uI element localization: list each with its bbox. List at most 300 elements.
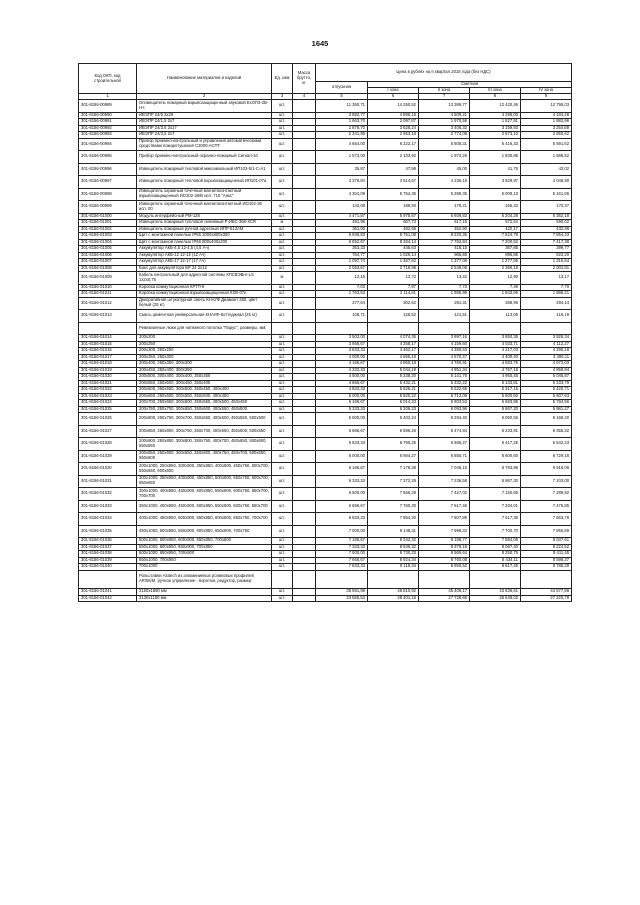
row-zone-2-price: 13,42 [419, 272, 470, 285]
row-name: 550х1000, 600х950, 650х900, 700х850 [137, 544, 272, 551]
row-zone-3-price: 5 317,15 [470, 387, 521, 394]
row-zone-2-price: 4 951,34 [419, 367, 470, 374]
row-release-price: 4 304,09 [316, 188, 368, 201]
row-zone-3-price: 26 648,02 [470, 595, 521, 602]
row-zone-4-price: 5 607,63 [521, 393, 572, 400]
row-mass [293, 272, 316, 285]
row-zone-2-price: 6 474,84 [419, 425, 470, 438]
row-release-price [316, 322, 368, 335]
row-zone-2-price: 617,15 [419, 220, 470, 227]
row-release-price: 4 666,67 [316, 380, 368, 387]
row-zone-2-price: 5 903,53 [419, 400, 470, 407]
row-release-price: 6 500,00 [316, 488, 368, 501]
row-mass [293, 100, 316, 113]
row-unit: шт. [272, 500, 293, 513]
table-row [79, 525, 572, 538]
row-zone-4-price: 8 037,61 [521, 538, 572, 545]
row-name: 200х500, 300х400, 300х400, 350х350 [137, 374, 272, 381]
row-zone-1-price: 7 178,28 [368, 463, 419, 476]
row-zone-4-price: 4 048,90 [521, 176, 572, 189]
row-zone-4-price: 5 981,47 [521, 406, 572, 413]
row-zone-4-price: 1 882,96 [521, 119, 572, 126]
row-zone-2-price: 4 570,47 [419, 354, 470, 361]
row-zone-2-price: 7 617,46 [419, 500, 470, 513]
row-zone-4-price: 8 411,45 [521, 551, 572, 558]
row-release-price: 6 333,33 [316, 475, 368, 488]
row-zone-4-price: 44 577,88 [521, 589, 572, 596]
row-zone-2-price: 2 549,06 [419, 265, 470, 272]
row-code: 301-8156-01016 [79, 348, 137, 355]
row-mass [293, 310, 316, 323]
row-release-price: 3 833,33 [316, 348, 368, 355]
row-name: Извещатель пожарный тепловой взрывозащищенный ИП101-07а [137, 176, 272, 189]
row-name: 200х600, 250х550, 300х500, 350х450, 400х400 [137, 387, 272, 394]
row-code: 301-8156-01006 [79, 252, 137, 259]
row-zone-4-price: 399,77 [521, 246, 572, 253]
row-release-price: 23 565,54 [316, 595, 368, 602]
row-code: 301-8156-00990 [79, 112, 137, 119]
row-unit: шт. [272, 310, 293, 323]
row-zone-3-price: 3 929,97 [470, 176, 521, 189]
row-zone-2-price: 8 569,64 [419, 551, 470, 558]
row-release-price: 5 833,33 [316, 438, 368, 451]
row-zone-3-price: 6 783,96 [470, 463, 521, 476]
row-release-price: 12,15 [316, 272, 368, 285]
row-unit: шт. [272, 488, 293, 501]
row-unit [272, 322, 293, 335]
table-row [79, 595, 572, 602]
row-zone-4-price: 5 591,62 [521, 138, 572, 151]
row-unit: шт. [272, 151, 293, 164]
row-name: 700х1000 [137, 564, 272, 571]
row-zone-3-price: 8 617,45 [470, 564, 521, 571]
header-name: Наименование материалов и изделий [137, 64, 272, 94]
row-zone-4-price: 4 112,27 [521, 341, 572, 348]
row-zone-1-price: 13,72 [368, 272, 419, 285]
row-zone-4-price: 7 417,38 [521, 239, 572, 246]
row-zone-2-price [419, 322, 470, 335]
page-number: 1645 [311, 39, 329, 48]
row-zone-2-price: 7 807,89 [419, 513, 470, 526]
row-name: Оповещатель пожарный взрывозащищенный звуковой ExOП3-2В-Н-t [137, 100, 272, 113]
table-row [79, 413, 572, 426]
row-unit: шт. [272, 348, 293, 355]
row-zone-4-price: 7 663,76 [521, 513, 572, 526]
row-zone-3-price: 4 296,00 [470, 112, 521, 119]
column-index: 4 [293, 94, 316, 100]
row-code: 301-8156-01034 [79, 513, 137, 526]
row-zone-3-price: 1 843,65 [470, 291, 521, 298]
row-name: Извещатель пожарный тепловой максимальный ИП103-5/1-С-А1 [137, 163, 272, 176]
row-unit: м [272, 272, 293, 285]
row-mass [293, 513, 316, 526]
row-release-price: 2 053,67 [316, 265, 368, 272]
row-zone-1-price: 4 074,35 [368, 335, 419, 342]
row-code: 301-8156-00991 [79, 119, 137, 126]
row-zone-1-price: 47,98 [368, 163, 419, 176]
row-zone-1-price: 2 103,92 [368, 151, 419, 164]
row-zone-4-price [521, 322, 572, 335]
row-name: Ревизионные люки для натяжного потолка "Парус", размеры, мм: [137, 322, 272, 335]
row-zone-4-price: 8 224,52 [521, 544, 572, 551]
row-zone-3-price: 3 159,93 [470, 125, 521, 132]
row-unit: шт. [272, 112, 293, 119]
row-zone-3-price: 1 277,55 [470, 259, 521, 266]
row-zone-2-price: 4 380,63 [419, 348, 470, 355]
header-code: Код ОКП, код строительной [79, 64, 137, 94]
row-zone-1-price: 5 626,21 [368, 387, 419, 394]
table-row [79, 322, 572, 335]
row-zone-1-price: 7 954,30 [368, 513, 419, 526]
row-unit: шт. [272, 354, 293, 361]
row-zone-4-price: 5 233,79 [521, 380, 572, 387]
row-mass [293, 525, 316, 538]
row-zone-2-price: 7,73 [419, 284, 470, 291]
row-zone-4-price: 7 850,69 [521, 525, 572, 538]
row-unit: шт. [272, 367, 293, 374]
row-zone-4-price: 3 926,34 [521, 335, 572, 342]
row-zone-3-price: 43 636,61 [470, 589, 521, 596]
row-release-price: 5 166,67 [316, 400, 368, 407]
row-code: 301-8156-01024 [79, 400, 137, 407]
row-name: 400х1000, 450х950, 500х900, 550х850, 600х800, 650х750, 700х700 [137, 513, 272, 526]
row-zone-4-price: 13,17 [521, 272, 572, 285]
row-zone-1-price: 7 760,30 [368, 500, 419, 513]
row-unit: шт. [272, 450, 293, 463]
row-zone-3-price: 387,85 [470, 246, 521, 253]
row-release-price: 5 000,00 [316, 393, 368, 400]
table-row [79, 201, 572, 214]
row-zone-1-price: 6 790,25 [368, 438, 419, 451]
row-unit: шт. [272, 551, 293, 558]
table-row [79, 163, 572, 176]
row-mass [293, 201, 316, 214]
row-zone-3-price: 7 200,52 [470, 239, 521, 246]
row-zone-1-price [368, 570, 419, 589]
table-row [79, 513, 572, 526]
row-release-price: 4 000,00 [316, 354, 368, 361]
row-zone-3-price: 3 850,35 [470, 335, 521, 342]
row-mass [293, 413, 316, 426]
row-unit: шт. [272, 138, 293, 151]
row-zone-2-price: 5 141,78 [419, 374, 470, 381]
row-unit: шт. [272, 335, 293, 342]
row-mass [293, 570, 316, 589]
row-code: 301-8156-01003 [79, 233, 137, 240]
row-code: 301-8156-01021 [79, 380, 137, 387]
row-release-price: 7 833,33 [316, 564, 368, 571]
row-code: 301-8156-00996 [79, 163, 137, 176]
row-zone-2-price: 4 236,15 [419, 176, 470, 189]
row-zone-2-price: 8 188,77 [419, 538, 470, 545]
row-zone-4-price: 2 650,62 [521, 132, 572, 139]
row-zone-1-price: 2 953,18 [368, 132, 419, 139]
row-zone-4-price: 4 184,48 [521, 112, 572, 119]
row-zone-3-price: 5 133,81 [470, 380, 521, 387]
row-code: 301-8156-00997 [79, 176, 137, 189]
row-zone-3-price: 8 067,40 [470, 544, 521, 551]
header-zone-1: I зона [368, 88, 419, 94]
row-unit [272, 570, 293, 589]
row-zone-1-price: 8 536,32 [368, 544, 419, 551]
row-zone-1-price: 445,63 [368, 246, 419, 253]
row-zone-2-price: 7 046,15 [419, 463, 470, 476]
row-zone-1-price: 1 467,62 [368, 259, 419, 266]
row-zone-3-price: 12,90 [470, 272, 521, 285]
row-code: 301-8156-01023 [79, 393, 137, 400]
row-code: 301-8156-01015 [79, 341, 137, 348]
row-code: 301-8156-01022 [79, 387, 137, 394]
row-release-price: 7,03 [316, 284, 368, 291]
row-zone-2-price: 1 970,58 [419, 119, 470, 126]
row-zone-1-price: 3 628,24 [368, 125, 419, 132]
row-zone-4-price: 2 002,81 [521, 265, 572, 272]
header-unit: Ед. изм [272, 64, 293, 94]
row-zone-1-price: 8 148,31 [368, 525, 419, 538]
row-zone-4-price: 7 103,00 [521, 475, 572, 488]
row-zone-2-price [419, 570, 470, 589]
row-zone-4-price: 6 916,08 [521, 463, 572, 476]
header-release-price: отпускная [316, 82, 368, 94]
row-unit: шт. [272, 265, 293, 272]
row-mass [293, 322, 316, 335]
row-release-price: 361,00 [316, 226, 368, 233]
row-mass [293, 188, 316, 201]
row-name: 200х800, 250х750, 300х700, 350х650, 400х600, 450х550, 500х500 [137, 413, 272, 426]
row-code: 301-8156-01042 [79, 595, 137, 602]
price-table [78, 63, 572, 602]
row-zone-3-price: 5 867,20 [470, 406, 521, 413]
row-name: Декоративная штукатурная смесь КНАУФ Диамант 260, цвет белый (25 кг) [137, 297, 272, 310]
row-name: 350х1000, 400х950, 450х900, 500х850, 550х800, 600х750, 650х700 [137, 500, 272, 513]
table-row [79, 500, 572, 513]
row-unit: шт. [272, 226, 293, 233]
row-zone-2-price: 3 997,16 [419, 335, 470, 342]
row-unit: шт. [272, 406, 293, 413]
row-name: 200х300, 250х250 [137, 348, 272, 355]
table-body [79, 100, 572, 602]
row-release-price: 3 666,67 [316, 341, 368, 348]
row-zone-1-price: 1 029,14 [368, 252, 419, 259]
column-index: 3 [272, 94, 293, 100]
row-code: 301-8156-01000 [79, 213, 137, 220]
row-mass [293, 475, 316, 488]
row-zone-4-price: 4 299,18 [521, 348, 572, 355]
row-zone-1-price: 5 044,19 [368, 367, 419, 374]
row-unit: шт. [272, 475, 293, 488]
row-zone-4-price: 5 362,18 [521, 213, 572, 220]
row-zone-2-price: 1 377,08 [419, 259, 470, 266]
row-name: 200х750, 250х700, 300х650, 350х600, 400х550, 450х500 [137, 406, 272, 413]
row-zone-2-price: 4 159,60 [419, 341, 470, 348]
row-mass [293, 425, 316, 438]
row-name: Извещатель охранный точечный магнитоконтактный ИО102-36 исп. 00 [137, 201, 272, 214]
row-code: 301-8156-01028 [79, 438, 137, 451]
row-unit: шт. [272, 564, 293, 571]
row-name: Аккумулятор АКБ-4,5 12-4,5 (4,5 Ач) [137, 246, 272, 253]
row-zone-1-price: 7 566,29 [368, 488, 419, 501]
row-zone-1-price: 7,87 [368, 284, 419, 291]
row-name: 350х1000, 400х950, 450х900, 500х850, 550х800, 600х750, 650х700, 700х700 [137, 488, 272, 501]
row-zone-4-price: 432,99 [521, 226, 572, 233]
row-zone-2-price: 6 855,71 [419, 450, 470, 463]
header-zone-2: II зона [419, 88, 470, 94]
row-zone-3-price: 6 417,25 [470, 438, 521, 451]
row-unit: шт. [272, 438, 293, 451]
row-zone-1-price: 8 264,14 [368, 239, 419, 246]
row-unit: шт. [272, 252, 293, 259]
row-zone-2-price: 6 665,27 [419, 438, 470, 451]
row-release-price: 1 663,70 [316, 119, 368, 126]
row-unit: шт. [272, 291, 293, 298]
row-zone-4-price: 8 785,29 [521, 564, 572, 571]
row-code: 301-8156-01007 [79, 259, 137, 266]
row-zone-4-price [521, 570, 572, 589]
row-zone-1-price: 6 402,24 [368, 413, 419, 426]
row-zone-2-price: 1 986,99 [419, 291, 470, 298]
row-zone-1-price: 5 432,21 [368, 380, 419, 387]
row-release-price: 6 939,83 [316, 233, 368, 240]
row-zone-1-price: 5 978,67 [368, 213, 419, 220]
row-zone-2-price: 7 236,58 [419, 475, 470, 488]
row-zone-1-price: 8 751,08 [368, 233, 419, 240]
row-unit: шт. [272, 544, 293, 551]
row-zone-1-price: 46 510,92 [368, 589, 419, 596]
row-code: 301-8156-01011 [79, 291, 137, 298]
row-zone-2-price: 5 332,22 [419, 380, 470, 387]
row-code: 301-8156-00993 [79, 132, 137, 139]
row-zone-2-price: 7 762,94 [419, 239, 470, 246]
row-release-price: 1 097,74 [316, 259, 368, 266]
row-code: 301-8156-00998 [79, 188, 137, 201]
row-mass [293, 151, 316, 164]
row-zone-2-price: 452,90 [419, 226, 470, 233]
row-code: 301-8156-01029 [79, 450, 137, 463]
row-zone-2-price: 965,65 [419, 252, 470, 259]
row-code: 301-8156-01013 [79, 310, 137, 323]
row-zone-2-price: 45 408,17 [419, 589, 470, 596]
row-unit: шт. [272, 259, 293, 266]
row-zone-1-price: 5 754,35 [368, 188, 419, 201]
row-zone-4-price: 7 289,92 [521, 488, 572, 501]
row-zone-3-price: 113,06 [470, 310, 521, 323]
row-zone-3-price: 288,95 [470, 297, 521, 310]
row-zone-2-price: 3 406,32 [419, 125, 470, 132]
row-zone-2-price: 5 713,09 [419, 393, 470, 400]
row-zone-1-price: 4 258,17 [368, 341, 419, 348]
row-release-price: 491,96 [316, 220, 368, 227]
table-row [79, 151, 572, 164]
row-zone-4-price: 590,02 [521, 220, 572, 227]
row-name: 200х550, 250х500, 300х450, 350х400 [137, 380, 272, 387]
row-name: 500х1000, 550х950, 600х900, 650х850, 700х800 [137, 538, 272, 545]
table-row [79, 297, 572, 310]
row-unit: шт. [272, 284, 293, 291]
row-zone-1-price: 5 238,20 [368, 374, 419, 381]
row-zone-1-price: 2 718,98 [368, 265, 419, 272]
row-zone-2-price: 45,00 [419, 163, 470, 176]
row-code: 301-8156-01005 [79, 246, 137, 253]
row-zone-3-price: 5 416,33 [470, 138, 521, 151]
row-unit: шт. [272, 213, 293, 220]
table-row [79, 100, 572, 113]
row-release-price: 353,33 [316, 246, 368, 253]
row-zone-3-price: 5 204,28 [470, 213, 521, 220]
row-zone-4-price: 43,02 [521, 163, 572, 176]
row-release-price: 11 360,71 [316, 100, 368, 113]
row-unit: шт. [272, 361, 293, 368]
row-zone-4-price: 7 854,43 [521, 233, 572, 240]
row-code: 301-8156-01001 [79, 220, 137, 227]
row-zone-2-price: 6 093,96 [419, 406, 470, 413]
row-name: Коробка коммутационная взрывозащищенная КХВ-07е [137, 291, 272, 298]
row-zone-1-price: 9 118,34 [368, 564, 419, 571]
row-name: 200х650, 250х600, 300х550, 350х500, 400х450 [137, 393, 272, 400]
row-mass [293, 488, 316, 501]
row-zone-4-price: 4 859,94 [521, 367, 572, 374]
row-release-price: 4 500,00 [316, 374, 368, 381]
row-name: Смесь цементная универсальная КНАУФ-Коттеджная (25 кг) [137, 310, 272, 323]
row-release-price: 6 833,33 [316, 513, 368, 526]
row-unit: шт. [272, 163, 293, 176]
row-code: 301-8156-01025 [79, 406, 137, 413]
row-zone-1-price: 6 208,23 [368, 406, 419, 413]
row-zone-3-price: 7 884,06 [470, 538, 521, 545]
row-code: 301-8156-00992 [79, 125, 137, 132]
row-zone-3-price: 2 366,19 [470, 265, 521, 272]
header-estimated-price: Сметная [368, 82, 572, 88]
row-name: 600х1000, 650х950, 700х900 [137, 551, 272, 558]
row-mass [293, 500, 316, 513]
row-zone-1-price: 4 514,67 [368, 176, 419, 189]
row-code: 301-8156-01040 [79, 564, 137, 571]
row-name: Извещатель пожарный тепловой линейный Р-ИБС-356-ХСR [137, 220, 272, 227]
row-zone-4-price: 6 168,40 [521, 413, 572, 426]
table-row [79, 176, 572, 189]
row-release-price: 6 552,67 [316, 239, 368, 246]
column-index: 7 [419, 94, 470, 100]
row-release-price: 1 763,53 [316, 291, 368, 298]
row-unit: шт. [272, 538, 293, 545]
row-release-price: 142,08 [316, 201, 368, 214]
column-index: 5 [316, 94, 368, 100]
row-code: 301-8156-01002 [79, 226, 137, 233]
row-zone-3-price [470, 322, 521, 335]
row-zone-4-price: 7 476,85 [521, 500, 572, 513]
row-zone-4-price: 294,14 [521, 297, 572, 310]
row-zone-3-price: 165,33 [470, 201, 521, 214]
row-code [79, 570, 137, 589]
row-zone-1-price: 2 097,87 [368, 119, 419, 126]
row-zone-1-price: 5 820,22 [368, 393, 419, 400]
row-code: 301-8156-01032 [79, 488, 137, 501]
row-name: Бокс для аккумулятора БР 24 2х12 [137, 265, 272, 272]
row-unit: шт. [272, 374, 293, 381]
row-zone-1-price: 482,66 [368, 226, 419, 233]
row-mass [293, 438, 316, 451]
row-zone-3-price [470, 570, 521, 589]
row-zone-1-price: 4 896,15 [368, 112, 419, 119]
row-mass [293, 595, 316, 602]
row-zone-4-price: 1 898,21 [521, 291, 572, 298]
row-name: ИВЭПР 24/5 2х26 [137, 112, 272, 119]
row-mass [293, 463, 316, 476]
row-zone-1-price: 14 250,52 [368, 100, 419, 113]
row-release-price: 4 333,33 [316, 367, 368, 374]
row-code: 301-8156-01035 [79, 525, 137, 538]
row-zone-2-price: 7 998,33 [419, 525, 470, 538]
row-zone-2-price: 5 609,83 [419, 213, 470, 220]
